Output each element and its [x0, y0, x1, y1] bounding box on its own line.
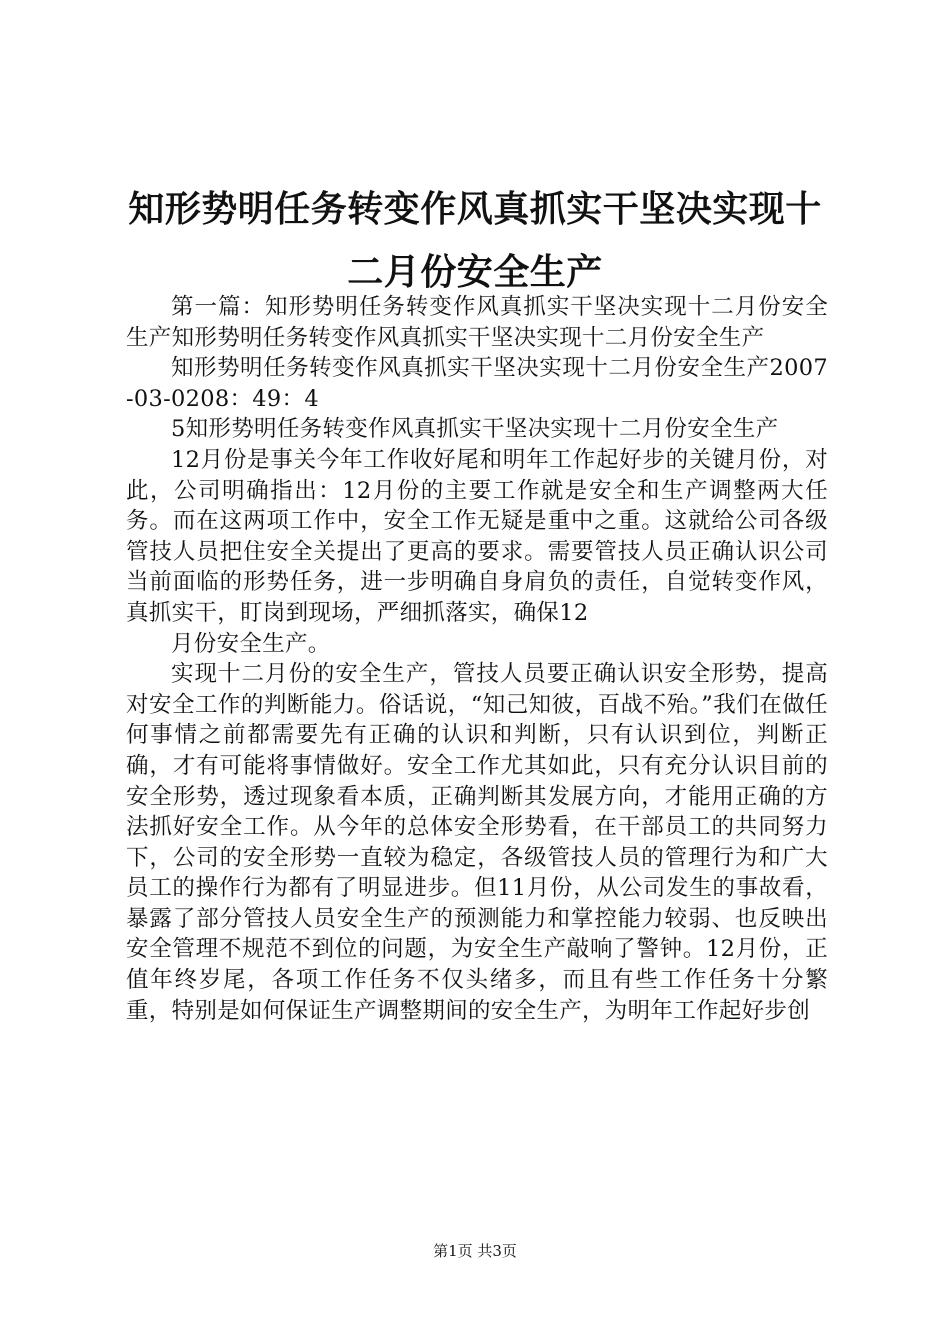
paragraph: 实现十二月份的安全生产，管技人员要正确认识安全形势，提高对安全工作的判断能力。俗话说，“知己知彼，百战不殆。”我们在做任何事情之前都需要先有正确的认识和判断，只有认识到位，判断正确，才有可能将事情做好。安全工作尤其如此，只有充分认识目前的安全形势，透过现象看本质，正确判断其发展方向，才能用正确的方法抓好安全工作。从今年的总体安全形势看，在干部员工的共同努力下，公司的安全形势一直较为稳定，各级管技人员的管理行为和广大员工的操作行为都有了明显进步。但11月份，从公司发生的事故看，暴露了部分管技人员安全生产的预测能力和掌控能力较弱、也反映出安全管理不规范不到位的问题，为安全生产敲响了警钟。12月份，正值年终岁尾，各项工作任务不仅头绪多，而且有些工作任务十分繁重，特别是如何保证生产调整期间的安全生产，为明年工作起好步创	[126, 661, 828, 1024]
document-title: 知形势明任务转变作风真抓实干坚决实现十二月份安全生产	[128, 188, 822, 293]
paragraph: 知形势明任务转变作风真抓实干坚决实现十二月份安全生产2007-03-0208：49：4	[126, 355, 828, 412]
page-number-footer: 第1页 共3页	[433, 1242, 517, 1260]
paragraph: 月份安全生产。	[171, 630, 331, 657]
paragraph: 12月份是事关今年工作收好尾和明年工作起好步的关键月份，对此，公司明确指出：12月份的主要工作就是安全和生产调整两大任务。而在这两项工作中，安全工作无疑是重中之重。这就给公司各级管技人员把住安全关提出了更高的要求。需要管技人员正确认识公司当前面临的形势任务，进一步明确自身肩负的责任，自觉转变作风，真抓实干，盯岗到现场，严细抓落实，确保12	[126, 446, 828, 626]
document-body	[126, 292, 828, 1026]
paragraph: 5知形势明任务转变作风真抓实干坚决实现十二月份安全生产	[171, 416, 779, 443]
paragraph: 第一篇：知形势明任务转变作风真抓实干坚决实现十二月份安全生产知形势明任务转变作风真抓实干坚决实现十二月份安全生产	[126, 294, 828, 351]
